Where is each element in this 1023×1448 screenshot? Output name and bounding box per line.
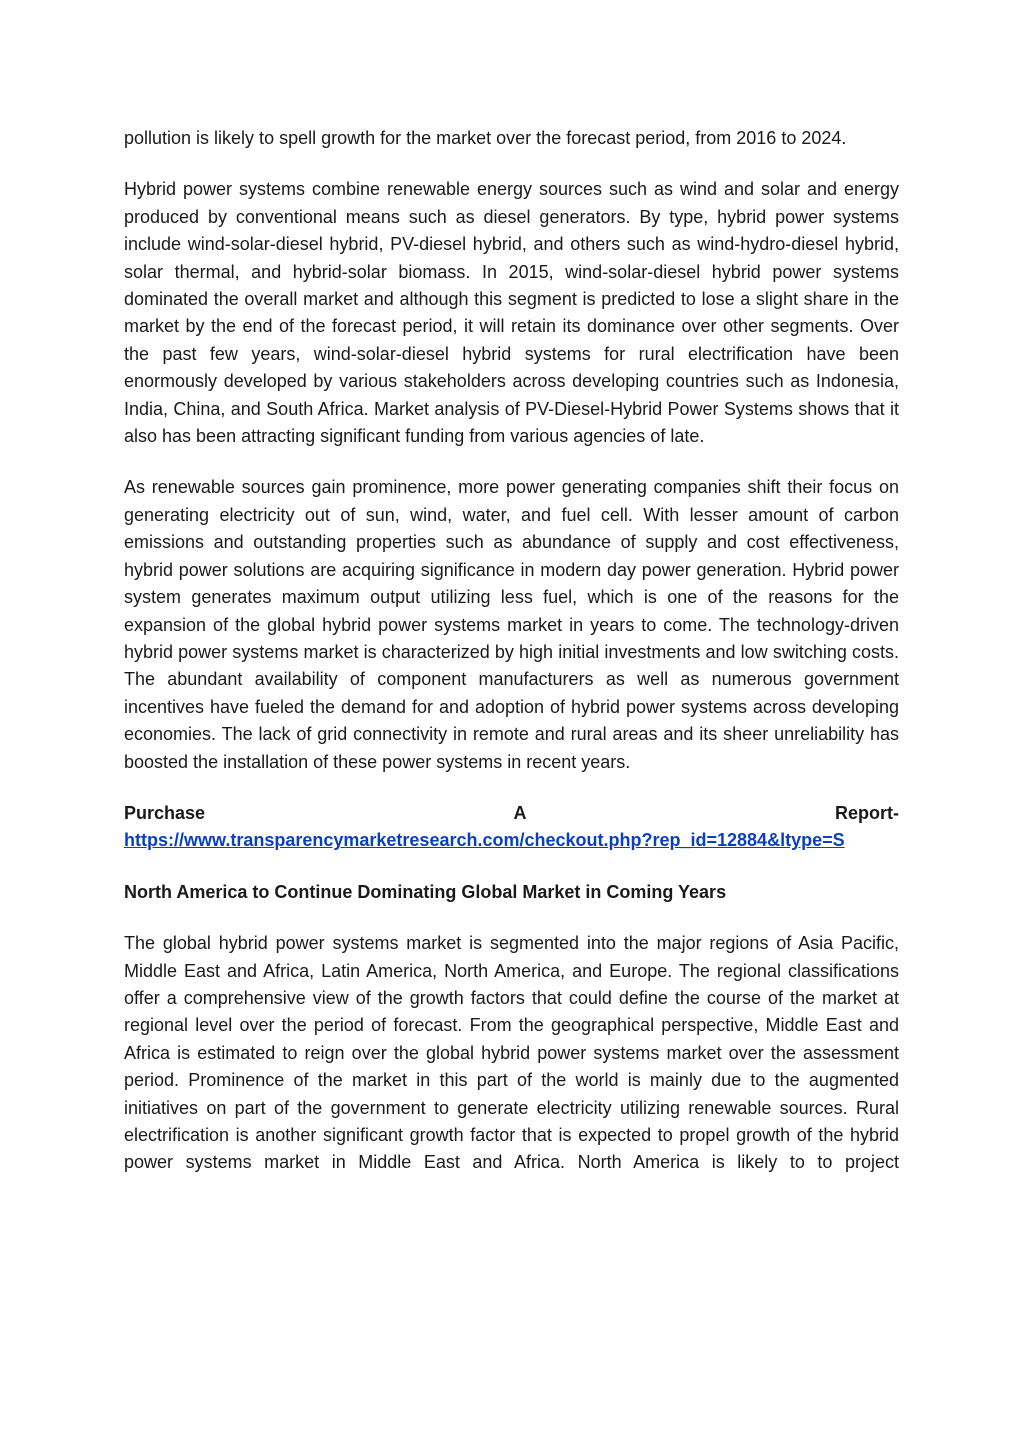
purchase-label: Purchase A Report- <box>124 802 899 823</box>
section-heading: North America to Continue Dominating Global Market in Coming Years <box>124 881 727 902</box>
document-page <box>124 125 899 1177</box>
purchase-link-wrapper <box>124 827 899 854</box>
paragraph-pollution-growth: pollution is likely to spell growth for the market over the forecast period, from 2016 to 2024. <box>124 128 847 148</box>
purchase-report-link[interactable]: https://www.transparencymarketresearch.com/checkout.php?rep_id=12884&ltype=S <box>124 830 845 851</box>
paragraph-hybrid-types: Hybrid power systems combine renewable energy sources such as wind and solar and energy produced by conventional means such as diesel generators. By type, hybrid power systems include wind-solar-diesel hybrid, PV-diesel hybrid, and others such as wind-hydro-diesel hybrid, solar thermal, and hybrid-solar biomass. In 2015, wind-solar-diesel hybrid power systems dominated the overall market and although this segment is predicted to lose a slight share in the market by the end of the forecast period, it will retain its dominance over other segments. Over the past few years, wind-solar-diesel hybrid systems for rural electrification have been enormously developed by various stakeholders across developing countries such as Indonesia, India, China, and South Africa. Market analysis of PV-Diesel-Hybrid Power Systems shows that it also has been attracting significant funding from various agencies of late. <box>124 179 899 447</box>
paragraph-renewable-prominence: As renewable sources gain prominence, more power generating companies shift their focus on generating electricity out of sun, wind, water, and fuel cell. With lesser amount of carbon emissions and outstanding properties such as abundance of supply and cost effectiveness, hybrid power solutions are acquiring significance in modern day power generation. Hybrid power system generates maximum output utilizing less fuel, which is one of the reasons for the expansion of the global hybrid power systems market in years to come. The technology-driven hybrid power systems market is characterized by high initial investments and low switching costs. The abundant availability of component manufacturers as well as numerous government incentives have fueled the demand for and adoption of hybrid power systems across developing economies. The lack of grid connectivity in remote and rural areas and its sheer unreliability has boosted the installation of these power systems in recent years. <box>124 477 899 772</box>
paragraph-regional-segmentation: The global hybrid power systems market is segmented into the major regions of Asia Pacific, Middle East and Africa, Latin America, North America, and Europe. The regional classifications offer a comprehensive view of the growth factors that could define the course of the market at regional level over the period of forecast. From the geographical perspective, Middle East and Africa is estimated to reign over the global hybrid power systems market over the assessment period. Prominence of the market in this part of the world is mainly due to the augmented initiatives on part of the government to generate electricity utilizing renewable sources. Rural electrification is another significant growth factor that is expected to propel growth of the hybrid power systems market in Middle East and Africa. North America is likely to to project <box>124 933 899 1173</box>
